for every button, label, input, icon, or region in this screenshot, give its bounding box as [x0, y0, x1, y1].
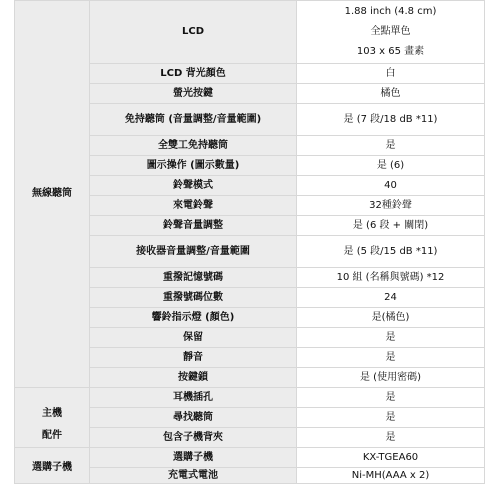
- spec-item: 圖示操作 (圖示數量): [90, 156, 297, 176]
- spec-item: 耳機插孔: [90, 388, 297, 408]
- category-label: 配件: [42, 430, 62, 441]
- spec-value-line: 全點單色: [370, 26, 411, 37]
- spec-item: 包含子機背夾: [90, 428, 297, 448]
- spec-value: 是: [297, 328, 485, 348]
- category-main-accessory-cell: [15, 388, 90, 448]
- spec-value: 是(橘色): [297, 308, 485, 328]
- spec-value: 10 組 (名稱與號碼) *12: [297, 268, 485, 288]
- category-label: 主機: [42, 408, 62, 419]
- spec-item: 鈴聲音量調整: [90, 216, 297, 236]
- spec-item: 保留: [90, 328, 297, 348]
- spec-item: 按鍵鎖: [90, 368, 297, 388]
- spec-value: 32種鈴聲: [297, 196, 485, 216]
- spec-item: 來電鈴聲: [90, 196, 297, 216]
- category-label: 選購子機: [32, 461, 72, 473]
- spec-value: 是 (7 段/18 dB *11): [297, 104, 485, 136]
- spec-value: 橘色: [297, 84, 485, 104]
- spec-value: 是 (使用密碼): [297, 368, 485, 388]
- spec-item: 靜音: [90, 348, 297, 368]
- spec-value: 24: [297, 288, 485, 308]
- spec-value: KX-TGEA60: [297, 448, 485, 468]
- spec-item: LCD: [90, 1, 297, 64]
- spec-value: 白: [297, 64, 485, 84]
- spec-item: 螢光按鍵: [90, 84, 297, 104]
- spec-value: 是: [297, 348, 485, 368]
- spec-value: [297, 1, 485, 64]
- spec-item: 充電式電池: [90, 468, 297, 484]
- spec-value: 40: [297, 176, 485, 196]
- spec-item: 選購子機: [90, 448, 297, 468]
- spec-value: 是: [297, 408, 485, 428]
- spec-item: 全雙工免持聽筒: [90, 136, 297, 156]
- spec-value: 是 (5 段/15 dB *11): [297, 236, 485, 268]
- spec-table: [14, 0, 485, 484]
- spec-value: 是: [297, 428, 485, 448]
- spec-item: 鈴聲模式: [90, 176, 297, 196]
- spec-value: 是: [297, 388, 485, 408]
- spec-value-line: 1.88 inch (4.8 cm): [344, 6, 437, 17]
- category-wireless-cell: [15, 1, 90, 388]
- spec-item: LCD 背光顏色: [90, 64, 297, 84]
- table-row: [15, 1, 485, 64]
- spec-item: 重撥號碼位數: [90, 288, 297, 308]
- spec-item: 接收器音量調整/音量範圍: [90, 236, 297, 268]
- spec-value: Ni-MH(AAA x 2): [297, 468, 485, 484]
- spec-value: 是 (6): [297, 156, 485, 176]
- spec-item: 響鈴指示燈 (顏色): [90, 308, 297, 328]
- spec-value: 是: [297, 136, 485, 156]
- spec-item: 免持聽筒 (音量調整/音量範圍): [90, 104, 297, 136]
- spec-item: 重撥記憶號碼: [90, 268, 297, 288]
- category-label: 無線聽筒: [32, 188, 72, 199]
- spec-value-line: 103 x 65 畫素: [356, 46, 425, 57]
- table-row: [15, 388, 485, 408]
- table-row: [15, 448, 485, 468]
- spec-item: 尋找聽筒: [90, 408, 297, 428]
- category-optional-cell: [15, 448, 90, 484]
- spec-value: 是 (6 段 + 關閉): [297, 216, 485, 236]
